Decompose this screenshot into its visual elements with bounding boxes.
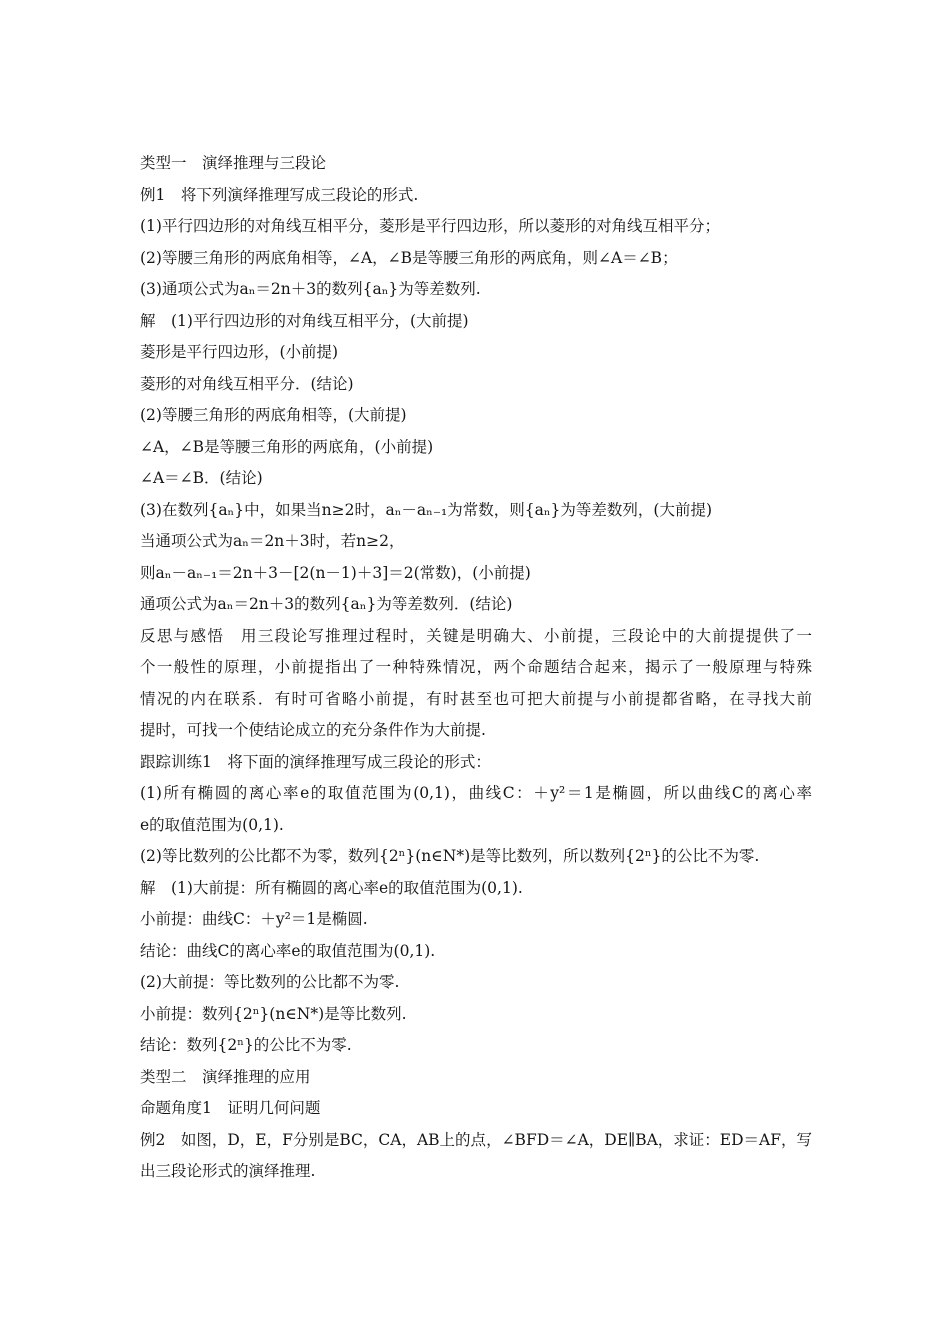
solution-1-line: 通项公式为aₙ＝2n＋3的数列{aₙ}为等差数列．(结论) (140, 595, 513, 613)
solution-1-line: ∠A，∠B是等腰三角形的两底角，(小前提) (140, 437, 434, 456)
solution-1-line: (2)等腰三角形的两底角相等，(大前提) (140, 406, 407, 424)
solution-1-line: 则aₙ－aₙ₋₁＝2n＋3－[2(n－1)＋3]＝2(常数)，(小前提) (140, 563, 531, 582)
document-page (140, 148, 812, 1188)
solution-1-line: 菱形的对角线互相平分．(结论) (140, 374, 354, 393)
solution-1-line: ∠A＝∠B．(结论) (140, 469, 263, 487)
reflection-paragraph-line: 提时，可找一个使结论成立的充分条件作为大前提. (140, 721, 486, 739)
example-1-item-3: (3)通项公式为aₙ＝2n＋3的数列{aₙ}为等差数列. (140, 280, 481, 298)
practice-solution-line: 解 (1)大前提：所有椭圆的离心率e的取值范围为(0,1). (140, 878, 523, 897)
example-1-item-2: (2)等腰三角形的两底角相等，∠A，∠B是等腰三角形的两底角，则∠A＝∠B； (140, 248, 678, 267)
practice-1-item-1-cont: e的取值范围为(0,1). (140, 815, 284, 834)
practice-solution-line: 结论：数列{2ⁿ}的公比不为零. (140, 1036, 352, 1054)
section-heading-type-two: 类型二 演绎推理的应用 (140, 1067, 311, 1086)
solution-1-line: 菱形是平行四边形，(小前提) (140, 343, 339, 361)
example-1-item-1: (1)平行四边形的对角线互相平分，菱形是平行四边形，所以菱形的对角线互相平分； (140, 217, 720, 235)
subsection-heading-angle-1: 命题角度1 证明几何问题 (140, 1099, 321, 1117)
reflection-paragraph-line: 反思与感悟 用三段论写推理过程时，关键是明确大、小前提，三段论中的大前提提供了一 (140, 626, 812, 645)
example-2-prompt-cont: 出三段论形式的演绎推理. (140, 1162, 316, 1180)
practice-1-item-2: (2)等比数列的公比都不为零，数列{2ⁿ}(n∈N*)是等比数列，所以数列{2ⁿ}的公比不为零. (140, 847, 760, 865)
practice-1-prompt: 跟踪训练1 将下面的演绎推理写成三段论的形式： (140, 752, 491, 771)
solution-1-line: 解 (1)平行四边形的对角线互相平分，(大前提) (140, 311, 469, 330)
solution-1-line: (3)在数列{aₙ}中，如果当n≥2时，aₙ－aₙ₋₁为常数，则{aₙ}为等差数列，(大前提) (140, 500, 713, 519)
example-2-prompt: 例2 如图，D，E，F分别是BC，CA，AB上的点，∠BFD＝∠A，DE∥BA，求证：ED＝AF，写 (140, 1130, 812, 1149)
practice-solution-line: 结论：曲线C的离心率e的取值范围为(0,1). (140, 941, 436, 960)
solution-1-line: 当通项公式为aₙ＝2n＋3时，若n≥2， (140, 532, 405, 550)
reflection-paragraph-line: 个一般性的原理，小前提指出了一种特殊情况，两个命题结合起来，揭示了一般原理与特殊 (140, 658, 812, 676)
section-heading-type-one: 类型一 演绎推理与三段论 (140, 154, 327, 172)
practice-solution-line: 小前提：曲线C：＋y²＝1是椭圆. (140, 910, 368, 928)
reflection-paragraph-line: 情况的内在联系．有时可省略小前提，有时甚至也可把大前提与小前提都省略，在寻找大前 (140, 689, 812, 708)
practice-1-item-1: (1)所有椭圆的离心率e的取值范围为(0,1)，曲线C：＋y²＝1是椭圆，所以曲线C的离心率 (140, 784, 812, 802)
example-1-prompt: 例1 将下列演绎推理写成三段论的形式. (140, 185, 419, 204)
practice-solution-line: (2)大前提：等比数列的公比都不为零. (140, 973, 400, 991)
practice-solution-line: 小前提：数列{2ⁿ}(n∈N*)是等比数列. (140, 1004, 407, 1023)
